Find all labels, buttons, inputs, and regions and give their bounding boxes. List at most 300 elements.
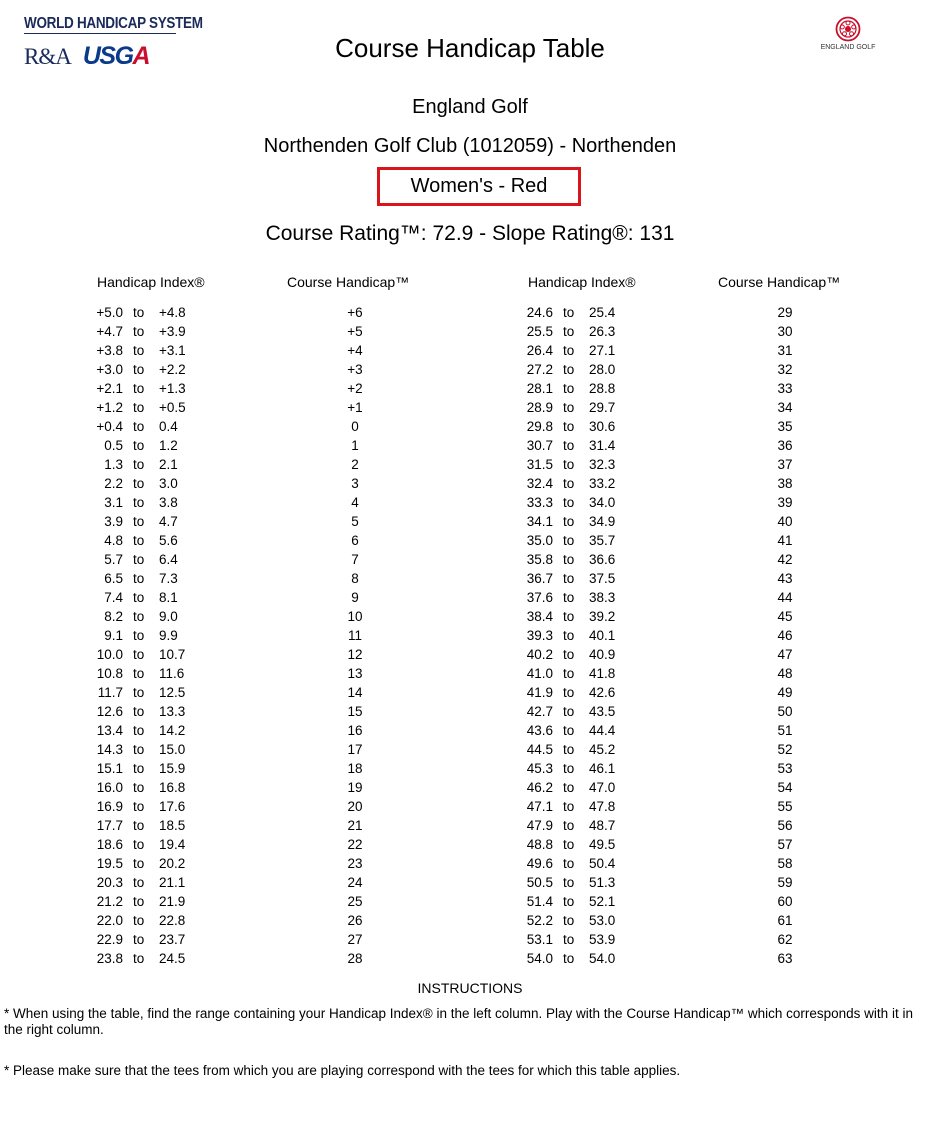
to-word: to xyxy=(133,856,145,871)
usga-logo: USGA xyxy=(82,42,150,70)
course-handicap: +5 xyxy=(347,324,363,339)
course-handicap: 16 xyxy=(347,723,363,738)
index-low: +0.4 xyxy=(96,419,123,434)
index-low: 27.2 xyxy=(526,362,553,377)
index-low: 21.2 xyxy=(96,894,123,909)
to-word: to xyxy=(563,685,575,700)
to-word: to xyxy=(563,609,575,624)
index-low: 16.9 xyxy=(96,799,123,814)
table-row xyxy=(509,474,829,493)
course-handicap: 19 xyxy=(347,780,363,795)
course-handicap: 12 xyxy=(347,647,363,662)
table-row xyxy=(79,303,399,322)
course-handicap: 58 xyxy=(777,856,793,871)
index-high: 28.0 xyxy=(589,362,616,377)
table-row xyxy=(79,930,399,949)
to-word: to xyxy=(133,666,145,681)
table-row xyxy=(509,797,829,816)
course-handicap: 13 xyxy=(347,666,363,681)
table-row xyxy=(509,702,829,721)
index-low: 33.3 xyxy=(526,495,553,510)
index-low: 22.0 xyxy=(96,913,123,928)
course-handicap: 60 xyxy=(777,894,793,909)
to-word: to xyxy=(133,533,145,548)
index-high: 41.8 xyxy=(589,666,616,681)
index-high: 15.0 xyxy=(159,742,186,757)
table-row xyxy=(509,417,829,436)
index-high: 21.1 xyxy=(159,875,186,890)
course-handicap: 9 xyxy=(351,590,359,605)
index-high: 3.0 xyxy=(159,476,178,491)
table-row xyxy=(79,949,399,968)
to-word: to xyxy=(563,419,575,434)
index-low: 0.5 xyxy=(104,438,123,453)
table-row xyxy=(509,512,829,531)
table-row xyxy=(509,398,829,417)
course-handicap: +1 xyxy=(347,400,363,415)
index-high: 39.2 xyxy=(589,609,616,624)
to-word: to xyxy=(563,913,575,928)
index-low: 51.4 xyxy=(526,894,553,909)
index-high: 36.6 xyxy=(589,552,616,567)
index-low: +3.8 xyxy=(96,343,123,358)
index-high: 47.8 xyxy=(589,799,616,814)
to-word: to xyxy=(563,324,575,339)
course-handicap: 15 xyxy=(347,704,363,719)
index-low: 49.6 xyxy=(526,856,553,871)
index-low: 53.1 xyxy=(526,932,553,947)
index-low: 48.8 xyxy=(526,837,553,852)
to-word: to xyxy=(563,818,575,833)
course-handicap: 55 xyxy=(777,799,793,814)
table-row xyxy=(509,949,829,968)
table-row xyxy=(79,683,399,702)
table-row xyxy=(79,721,399,740)
table-row xyxy=(509,664,829,683)
index-high: 54.0 xyxy=(589,951,616,966)
to-word: to xyxy=(133,799,145,814)
to-word: to xyxy=(133,343,145,358)
course-handicap: 61 xyxy=(777,913,793,928)
to-word: to xyxy=(133,381,145,396)
index-low: 12.6 xyxy=(96,704,123,719)
course-handicap: 31 xyxy=(777,343,793,358)
to-word: to xyxy=(133,704,145,719)
index-high: 33.2 xyxy=(589,476,616,491)
to-word: to xyxy=(563,647,575,662)
index-low: 54.0 xyxy=(526,951,553,966)
index-low: 19.5 xyxy=(96,856,123,871)
to-word: to xyxy=(133,305,145,320)
index-low: 2.2 xyxy=(104,476,123,491)
course-handicap: 28 xyxy=(347,951,363,966)
index-high: 42.6 xyxy=(589,685,616,700)
index-high: 30.6 xyxy=(589,419,616,434)
index-low: 5.7 xyxy=(104,552,123,567)
course-handicap: 27 xyxy=(347,932,363,947)
index-low: 44.5 xyxy=(526,742,553,757)
index-high: 8.1 xyxy=(159,590,178,605)
course-handicap: 56 xyxy=(777,818,793,833)
to-word: to xyxy=(133,324,145,339)
course-handicap: 50 xyxy=(777,704,793,719)
index-high: +3.9 xyxy=(159,324,186,339)
index-high: 53.9 xyxy=(589,932,616,947)
course-handicap: 57 xyxy=(777,837,793,852)
course-handicap: 25 xyxy=(347,894,363,909)
index-low: 32.4 xyxy=(526,476,553,491)
table-row xyxy=(79,873,399,892)
course-handicap: 42 xyxy=(777,552,793,567)
index-low: 15.1 xyxy=(96,761,123,776)
index-low: 34.1 xyxy=(526,514,553,529)
table-row xyxy=(79,550,399,569)
index-high: 52.1 xyxy=(589,894,616,909)
table-row xyxy=(509,911,829,930)
to-word: to xyxy=(133,362,145,377)
index-low: +3.0 xyxy=(96,362,123,377)
to-word: to xyxy=(133,514,145,529)
index-low: 50.5 xyxy=(526,875,553,890)
to-word: to xyxy=(133,685,145,700)
course-handicap: 37 xyxy=(777,457,793,472)
table-row xyxy=(79,702,399,721)
course-handicap: 11 xyxy=(347,628,362,643)
table-row xyxy=(79,398,399,417)
to-word: to xyxy=(563,951,575,966)
index-high: 34.0 xyxy=(589,495,616,510)
to-word: to xyxy=(563,761,575,776)
index-high: 51.3 xyxy=(589,875,616,890)
table-row xyxy=(509,588,829,607)
course-handicap: 8 xyxy=(351,571,359,586)
index-low: 6.5 xyxy=(104,571,123,586)
table-row xyxy=(79,778,399,797)
to-word: to xyxy=(563,552,575,567)
table-row xyxy=(509,550,829,569)
index-high: 11.6 xyxy=(159,666,185,681)
to-word: to xyxy=(133,609,145,624)
to-word: to xyxy=(563,590,575,605)
course-handicap: 7 xyxy=(351,552,359,567)
to-word: to xyxy=(133,476,145,491)
index-high: 26.3 xyxy=(589,324,616,339)
course-handicap: 49 xyxy=(777,685,793,700)
index-low: 30.7 xyxy=(526,438,553,453)
to-word: to xyxy=(133,761,145,776)
ra-logo: R&A xyxy=(24,44,71,69)
table-row xyxy=(79,854,399,873)
table-row xyxy=(79,512,399,531)
right-course-handicap-header: Course Handicap™ xyxy=(718,274,841,290)
index-high: 25.4 xyxy=(589,305,616,320)
index-high: 0.4 xyxy=(159,419,178,434)
course-handicap: 17 xyxy=(347,742,363,757)
index-low: 4.8 xyxy=(104,533,123,548)
to-word: to xyxy=(133,837,145,852)
left-index-header: Handicap Index® xyxy=(97,274,205,290)
table-row xyxy=(509,892,829,911)
table-row xyxy=(79,759,399,778)
course-handicap: 47 xyxy=(777,647,793,662)
to-word: to xyxy=(563,628,575,643)
to-word: to xyxy=(133,647,145,662)
to-word: to xyxy=(563,837,575,852)
course-handicap: 23 xyxy=(347,856,363,871)
table-row xyxy=(79,588,399,607)
to-word: to xyxy=(133,457,145,472)
table-row xyxy=(509,645,829,664)
index-high: 2.1 xyxy=(159,457,178,472)
table-row xyxy=(79,531,399,550)
course-handicap: 54 xyxy=(777,780,793,795)
index-high: 37.5 xyxy=(589,571,616,586)
index-high: 49.5 xyxy=(589,837,616,852)
table-row xyxy=(79,417,399,436)
course-handicap: 59 xyxy=(777,875,793,890)
index-low: +5.0 xyxy=(96,305,123,320)
index-high: 5.6 xyxy=(159,533,178,548)
index-low: 28.1 xyxy=(526,381,553,396)
index-high: 22.8 xyxy=(159,913,186,928)
course-handicap: 18 xyxy=(347,761,363,776)
table-row xyxy=(509,854,829,873)
table-row xyxy=(509,721,829,740)
right-index-header: Handicap Index® xyxy=(528,274,636,290)
course-handicap: 1 xyxy=(351,438,359,453)
table-row xyxy=(79,569,399,588)
index-low: 41.0 xyxy=(526,666,553,681)
index-high: 17.6 xyxy=(159,799,186,814)
course-handicap: +3 xyxy=(347,362,363,377)
to-word: to xyxy=(563,571,575,586)
to-word: to xyxy=(563,742,575,757)
table-row xyxy=(79,645,399,664)
index-low: 9.1 xyxy=(104,628,123,643)
course-handicap: 62 xyxy=(777,932,793,947)
index-low: 7.4 xyxy=(104,590,123,605)
index-low: 3.1 xyxy=(104,495,123,510)
to-word: to xyxy=(563,533,575,548)
instruction-line-1: * When using the table, find the range containing your Handicap Index® in the left column. Play with the Course Handicap™ which corresponds with it in the right column. xyxy=(4,1006,913,1037)
course-handicap: 53 xyxy=(777,761,793,776)
to-word: to xyxy=(133,628,145,643)
index-high: 40.1 xyxy=(589,628,616,643)
table-row xyxy=(509,569,829,588)
table-row xyxy=(509,816,829,835)
index-high: 19.4 xyxy=(159,837,186,852)
table-row xyxy=(79,607,399,626)
instructions-heading: INSTRUCTIONS xyxy=(417,980,523,996)
to-word: to xyxy=(133,723,145,738)
index-high: 1.2 xyxy=(159,438,178,453)
index-high: 15.9 xyxy=(159,761,186,776)
course-handicap: 48 xyxy=(777,666,793,681)
table-row xyxy=(79,892,399,911)
england-golf-logo-text: ENGLAND GOLF xyxy=(820,44,876,51)
to-word: to xyxy=(133,400,145,415)
index-high: 45.2 xyxy=(589,742,616,757)
index-low: 39.3 xyxy=(526,628,553,643)
index-low: 25.5 xyxy=(526,324,553,339)
index-low: 41.9 xyxy=(526,685,553,700)
table-row xyxy=(79,360,399,379)
index-low: 28.9 xyxy=(526,400,553,415)
to-word: to xyxy=(563,362,575,377)
to-word: to xyxy=(133,495,145,510)
table-row xyxy=(509,759,829,778)
england-golf-logo xyxy=(820,16,876,52)
index-low: 22.9 xyxy=(96,932,123,947)
course-handicap: +4 xyxy=(347,343,363,358)
table-row xyxy=(79,835,399,854)
to-word: to xyxy=(563,932,575,947)
to-word: to xyxy=(133,571,145,586)
course-handicap: 20 xyxy=(347,799,363,814)
index-high: 32.3 xyxy=(589,457,616,472)
index-high: +2.2 xyxy=(159,362,186,377)
index-high: 6.4 xyxy=(159,552,178,567)
index-low: 29.8 xyxy=(526,419,553,434)
to-word: to xyxy=(563,780,575,795)
index-high: 50.4 xyxy=(589,856,616,871)
index-low: 23.8 xyxy=(96,951,123,966)
page-title: Course Handicap Table xyxy=(335,33,605,63)
index-high: 18.5 xyxy=(159,818,186,833)
course-handicap: 33 xyxy=(777,381,793,396)
course-handicap: 24 xyxy=(347,875,363,890)
to-word: to xyxy=(563,514,575,529)
course-handicap: 45 xyxy=(777,609,793,624)
course-handicap: 26 xyxy=(347,913,363,928)
course-handicap: 38 xyxy=(777,476,793,491)
course-handicap: 3 xyxy=(351,476,359,491)
left-handicap-table xyxy=(79,303,399,968)
index-low: 17.7 xyxy=(96,818,123,833)
index-high: 4.7 xyxy=(159,514,178,529)
to-word: to xyxy=(133,913,145,928)
course-handicap: 32 xyxy=(777,362,793,377)
table-row xyxy=(509,341,829,360)
course-handicap: 41 xyxy=(777,533,793,548)
table-row xyxy=(79,493,399,512)
index-high: 7.3 xyxy=(159,571,178,586)
index-high: 53.0 xyxy=(589,913,616,928)
index-high: 24.5 xyxy=(159,951,186,966)
index-low: 3.9 xyxy=(104,514,123,529)
tees-label: Women's - Red xyxy=(377,167,581,206)
course-handicap: 2 xyxy=(351,457,359,472)
to-word: to xyxy=(133,780,145,795)
index-low: 37.6 xyxy=(526,590,553,605)
table-row xyxy=(79,379,399,398)
to-word: to xyxy=(563,305,575,320)
to-word: to xyxy=(563,381,575,396)
table-row xyxy=(79,816,399,835)
table-row xyxy=(509,683,829,702)
index-low: 8.2 xyxy=(104,609,123,624)
course-handicap: 46 xyxy=(777,628,793,643)
table-row xyxy=(509,740,829,759)
course-handicap: 30 xyxy=(777,324,793,339)
index-low: 47.9 xyxy=(526,818,553,833)
index-high: 44.4 xyxy=(589,723,616,738)
to-word: to xyxy=(133,875,145,890)
index-low: 31.5 xyxy=(526,457,553,472)
course-handicap: 44 xyxy=(777,590,793,605)
course-handicap: 22 xyxy=(347,837,363,852)
index-high: +3.1 xyxy=(159,343,186,358)
index-high: 40.9 xyxy=(589,647,616,662)
index-low: 52.2 xyxy=(526,913,553,928)
index-low: 43.6 xyxy=(526,723,553,738)
to-word: to xyxy=(133,742,145,757)
table-row xyxy=(509,322,829,341)
association-name: England Golf xyxy=(412,96,528,118)
to-word: to xyxy=(133,552,145,567)
index-high: 23.7 xyxy=(159,932,186,947)
index-high: +0.5 xyxy=(159,400,186,415)
index-low: 10.0 xyxy=(96,647,123,662)
index-high: 10.7 xyxy=(159,647,186,662)
to-word: to xyxy=(563,438,575,453)
index-high: 48.7 xyxy=(589,818,616,833)
table-row xyxy=(509,607,829,626)
index-high: 14.2 xyxy=(159,723,186,738)
course-handicap: 63 xyxy=(777,951,793,966)
index-low: 11.7 xyxy=(97,685,123,700)
left-course-handicap-header: Course Handicap™ xyxy=(287,274,410,290)
course-handicap: 36 xyxy=(777,438,793,453)
index-low: 36.7 xyxy=(526,571,553,586)
to-word: to xyxy=(563,799,575,814)
index-low: 42.7 xyxy=(526,704,553,719)
table-row xyxy=(509,930,829,949)
index-high: 38.3 xyxy=(589,590,616,605)
index-high: 31.4 xyxy=(589,438,616,453)
index-high: 13.3 xyxy=(159,704,186,719)
to-word: to xyxy=(563,704,575,719)
course-handicap: 10 xyxy=(347,609,363,624)
to-word: to xyxy=(133,419,145,434)
index-high: 12.5 xyxy=(159,685,186,700)
index-high: +1.3 xyxy=(159,381,186,396)
table-row xyxy=(509,303,829,322)
table-row xyxy=(79,455,399,474)
course-handicap: 4 xyxy=(351,495,359,510)
club-name: Northenden Golf Club (1012059) - Northenden xyxy=(263,135,677,157)
index-low: 35.0 xyxy=(526,533,553,548)
whs-logo-text: WORLD HANDICAP SYSTEM xyxy=(24,14,203,32)
table-row xyxy=(509,873,829,892)
course-handicap: 39 xyxy=(777,495,793,510)
course-handicap: 21 xyxy=(347,818,363,833)
index-low: 46.2 xyxy=(526,780,553,795)
index-low: 40.2 xyxy=(526,647,553,662)
to-word: to xyxy=(563,457,575,472)
table-row xyxy=(509,531,829,550)
index-low: 47.1 xyxy=(526,799,553,814)
table-row xyxy=(79,436,399,455)
course-handicap: 0 xyxy=(351,419,359,434)
index-low: 26.4 xyxy=(526,343,553,358)
course-handicap: 6 xyxy=(351,533,359,548)
course-slope-rating: Course Rating™: 72.9 - Slope Rating®: 131 xyxy=(265,222,675,245)
right-handicap-table xyxy=(509,303,829,968)
table-row xyxy=(509,778,829,797)
index-low: 24.6 xyxy=(526,305,553,320)
course-handicap: 43 xyxy=(777,571,793,586)
